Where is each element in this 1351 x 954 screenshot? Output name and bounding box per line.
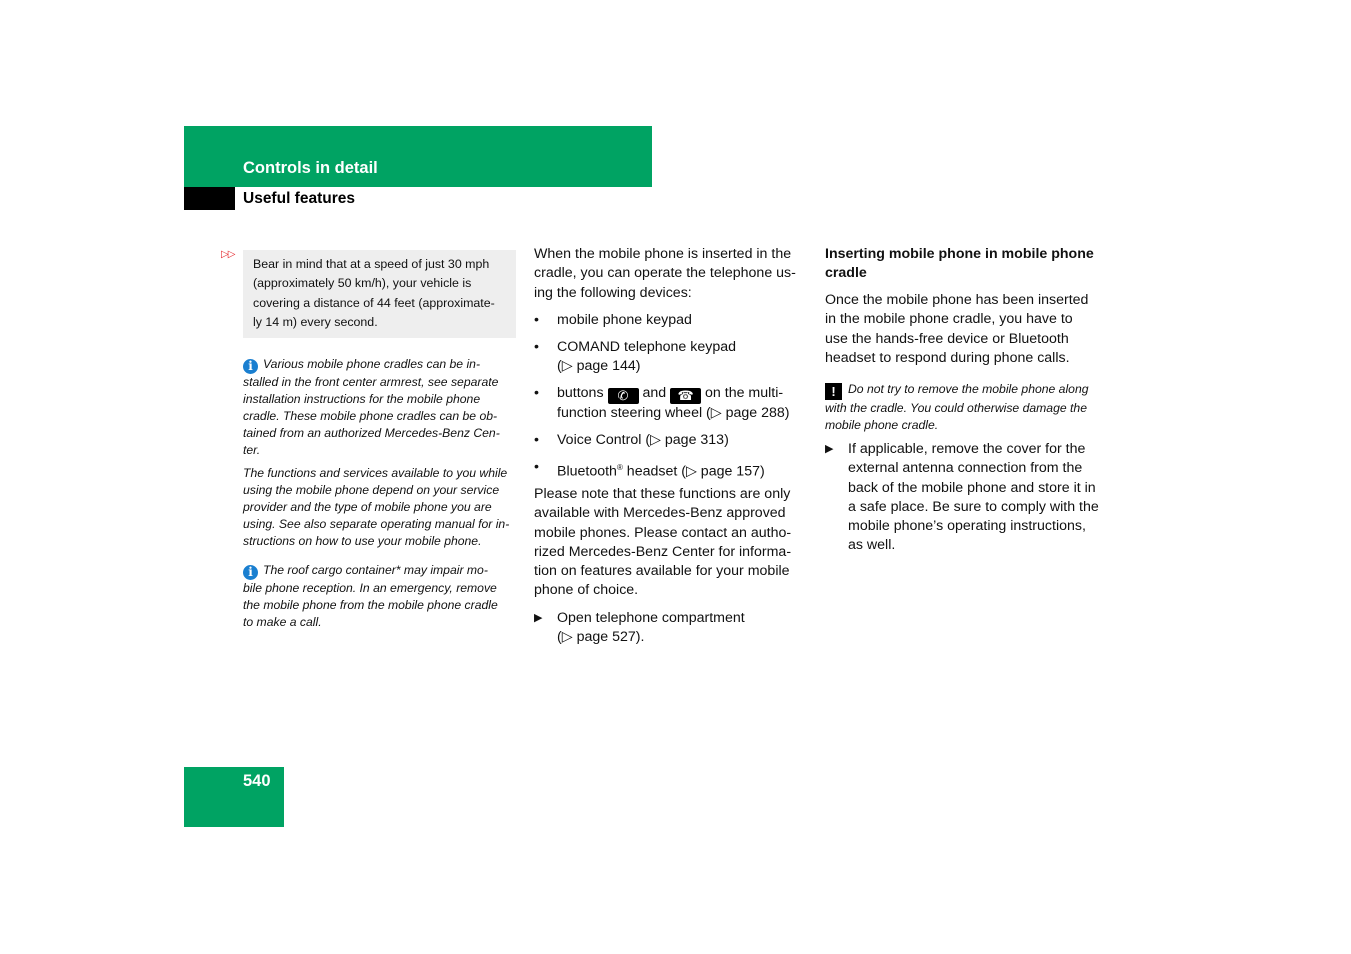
info-icon: i <box>243 359 258 374</box>
subsection-heading: Inserting mobile phone in mobile phone cradle <box>825 246 1094 282</box>
bullet-mark: • <box>534 312 539 328</box>
section-tab-marker <box>184 187 235 210</box>
speed-note-box <box>243 250 516 338</box>
section-title: Controls in detail <box>243 159 378 177</box>
continued-marker: ▷▷ <box>221 249 235 260</box>
list-item: • mobile phone keypad <box>557 311 692 330</box>
list-item: • Voice Control (▷ page 313) <box>557 431 729 450</box>
page-number: 540 <box>243 772 271 790</box>
box-line: Bear in mind that at a speed of just 30 mph <box>253 257 490 271</box>
approved-phones-paragraph: Please note that these functions are only available with Mercedes-Benz approved mobile phones. Please contact an autho- rized Mercedes-Benz Center for informa- tion on features available for your mobile phone of choice. <box>534 486 792 599</box>
list-item: • buttons ✆ and ☎ on the multi- function steering wheel (▷ page 288) <box>534 385 790 421</box>
bullet-mark: • <box>534 459 539 475</box>
info-note-roof-container: i The roof cargo container* may impair mo- bile phone reception. In an emergency, remove the mobile phone from the mobile phone cradle to make a call. <box>243 563 498 629</box>
phone-pickup-icon: ✆ <box>608 388 639 404</box>
bullet-mark: • <box>534 432 539 448</box>
box-line: ly 14 m) every second. <box>253 315 378 330</box>
box-line: covering a distance of 44 feet (approximate- <box>253 295 495 310</box>
info-note-services: The functions and services available to you while using the mobile phone depend on your service provider and the type of mobile phone you are using. See also separate operating manual for in- structions on how to use your mobile phone. <box>243 466 510 548</box>
section-subtitle: Useful features <box>243 190 355 207</box>
list-item: • Bluetooth® headset (▷ page 157) <box>534 459 765 480</box>
warning-note: ! Do not try to remove the mobile phone along with the cradle. You could otherwise damage the mobile phone cradle. <box>825 382 1089 432</box>
info-icon: i <box>243 565 258 580</box>
instruction-step: ▶ Open telephone compartment (▷ page 527). <box>534 610 745 646</box>
hands-free-paragraph: Once the mobile phone has been inserted in the mobile phone cradle, you have to use the hands-free device or Bluetooth headset to respond during phone calls. <box>825 292 1089 366</box>
warning-icon: ! <box>825 383 842 400</box>
intro-paragraph: When the mobile phone is inserted in the cradle, you can operate the telephone us- ing the following devices: <box>534 246 796 301</box>
bullet-mark: • <box>534 385 539 401</box>
step-arrow-icon: ▶ <box>825 443 834 455</box>
list-item: • COMAND telephone keypad (▷ page 144) <box>534 339 737 375</box>
bullet-mark: • <box>534 339 539 355</box>
info-note-cradles: i Various mobile phone cradles can be in- stalled in the front center armrest, see separate installation instructions for the mobile phone cradle. These mobile phone cradles can be ob- tained from an authorized Mercedes-Benz Cen- ter. <box>243 357 500 457</box>
instruction-step: ▶ If applicable, remove the cover for the external antenna connection from the back of the mobile phone and store it in a safe place. Be sure to comply with the mobile phone’s operating instructions, as well. <box>825 441 1099 554</box>
box-line: (approximately 50 km/h), your vehicle is <box>253 276 472 291</box>
phone-hangup-icon: ☎ <box>670 388 701 404</box>
step-arrow-icon: ▶ <box>534 612 543 624</box>
